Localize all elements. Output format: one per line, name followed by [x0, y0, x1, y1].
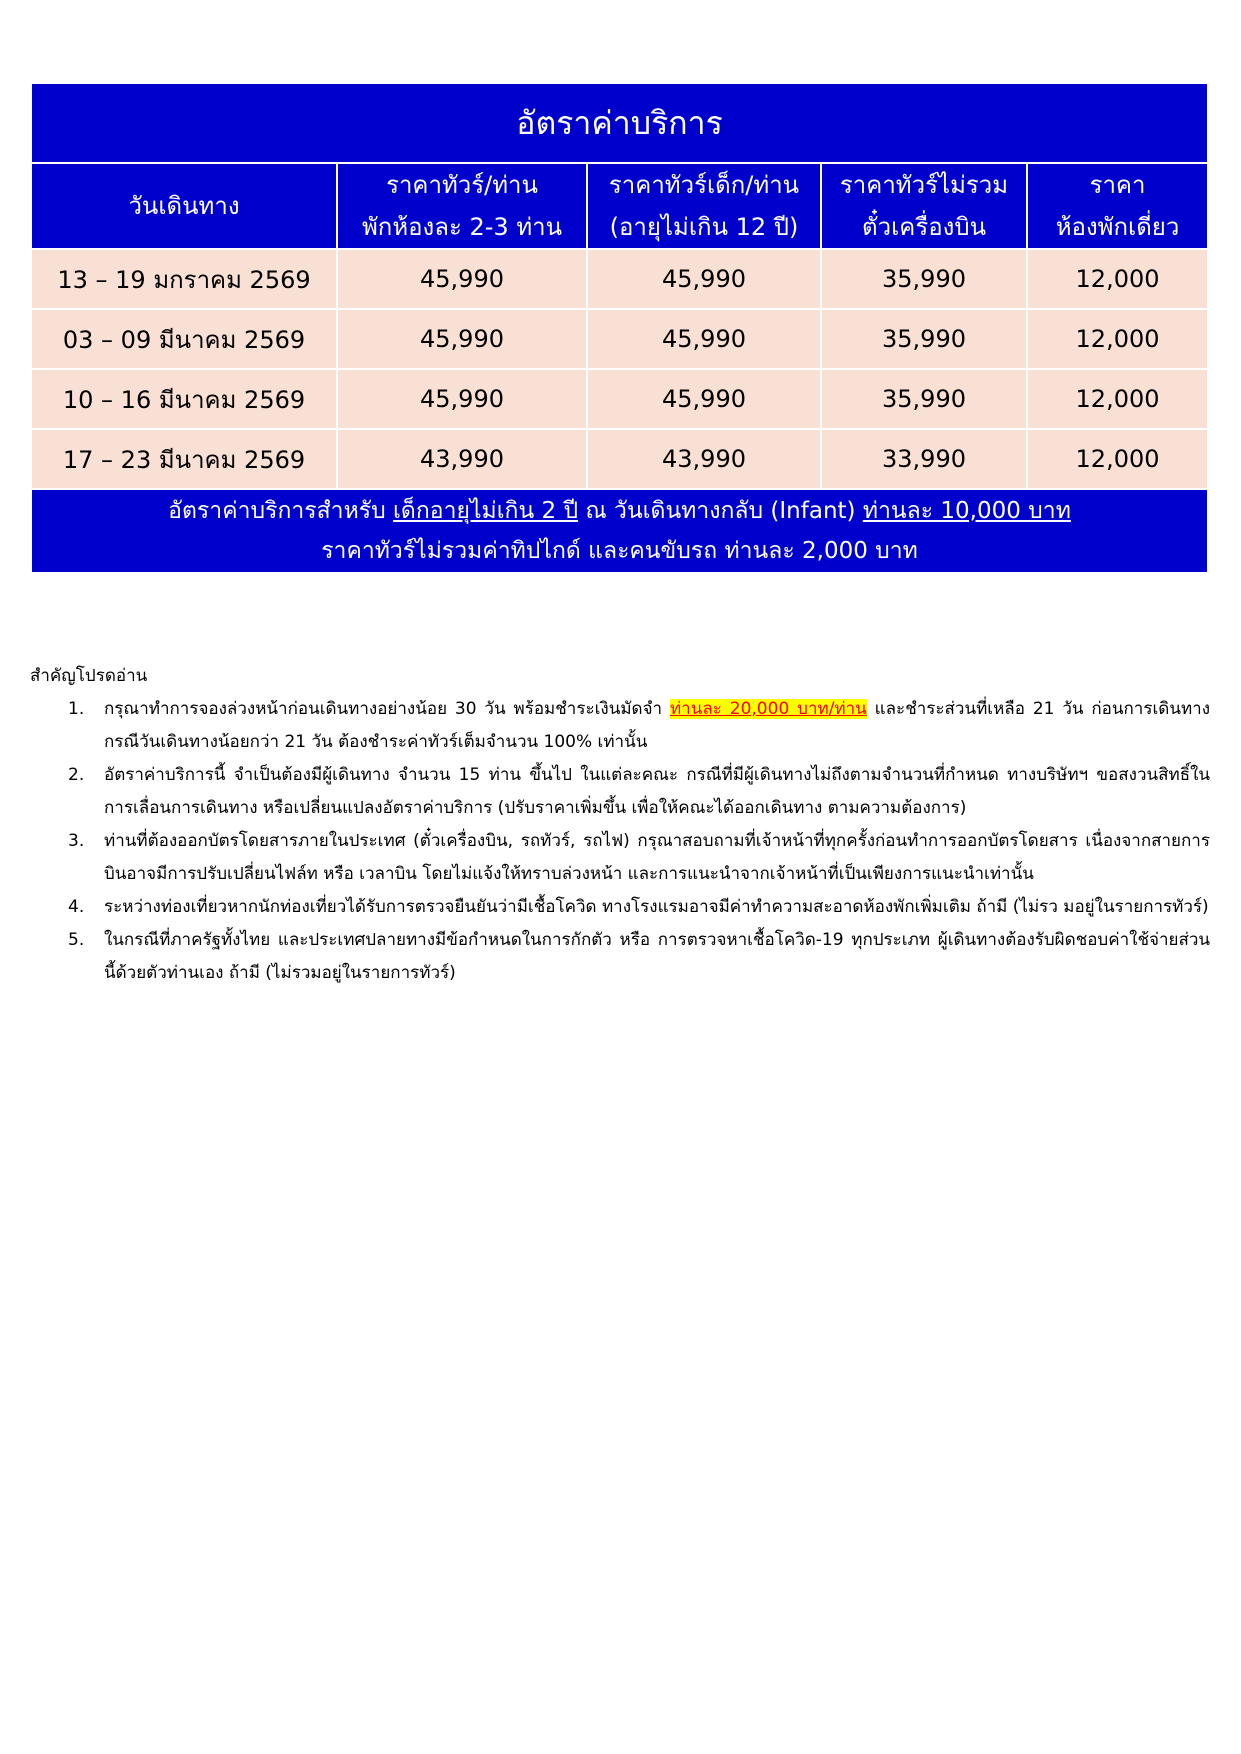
footer-note-line-2: ราคาทัวร์ไม่รวมค่าทิปไกด์ และคนขับรถ ท่านละ 2,000 บาท: [321, 538, 918, 564]
cell-single-room: 12,000: [1027, 309, 1208, 369]
list-item: 4. ระหว่างท่องเที่ยวหากนักท่องเที่ยวได้รับการตรวจยืนยันว่ามีเชื้อโควิด ทางโรงแรมอาจมีค่าทำความสะอาดห้องพักเพิ่มเติม ถ้ามี (ไม่รว มอยู่ในรายการทัวร์): [68, 897, 1209, 917]
footer-note-line-1: อัตราค่าบริการสำหรับ เด็กอายุไม่เกิน 2 ปี ณ วันเดินทางกลับ (Infant) ท่านละ 10,000 บาท: [168, 498, 1071, 524]
list-item: 5. ในกรณีที่ภาครัฐทั้งไทย และประเทศปลายทางมีข้อกำหนดในการกักตัว หรือ การตรวจหาเชื้อโควิด-19 ทุกประเภท ผู้เดินทางต้องรับผิดชอบค่าใช้จ่ายส่วนนี้ด้วยตัวท่านเอง ถ้ามี (ไม่รวมอยู่ในรายการทัวร์): [68, 930, 1210, 983]
table-row: [31, 429, 1208, 489]
cell-adult-price: 45,990: [337, 249, 587, 309]
header-single-room: ราคา ห้องพักเดี่ยว: [1027, 163, 1208, 249]
table-row: [31, 249, 1208, 309]
cell-no-ticket-price: 35,990: [821, 369, 1027, 429]
cell-date: 03 – 09 มีนาคม 2569: [31, 309, 337, 369]
notes-heading: สำคัญโปรดอ่าน: [30, 666, 148, 686]
cell-child-price: 43,990: [587, 429, 821, 489]
list-item: 3. ท่านที่ต้องออกบัตรโดยสารภายในประเทศ (ตั๋วเครื่องบิน, รถทัวร์, รถไฟ) กรุณาสอบถามที่เจ้าหน้าที่ทุกครั้งก่อนทำการออกบัตรโดยสาร เนื่องจากสายการบินอาจมีการปรับเปลี่ยนไฟล์ท หรือ เวลาบิน โดยไม่แจ้งให้ทราบล่วงหน้า และการแนะนำจากเจ้าหน้าที่เป็นเพียงการแนะนำเท่านั้น: [68, 831, 1210, 884]
cell-child-price: 45,990: [587, 369, 821, 429]
deposit-highlight: ท่านละ 20,000 บาท/ท่าน: [669, 699, 867, 719]
cell-no-ticket-price: 35,990: [821, 309, 1027, 369]
header-no-ticket-price: ราคาทัวร์ไม่รวม ตั๋วเครื่องบิน: [821, 163, 1027, 249]
table-header-row: [31, 163, 1208, 249]
header-adult-price: ราคาทัวร์/ท่าน พักห้องละ 2-3 ท่าน: [337, 163, 587, 249]
header-child-price: ราคาทัวร์เด็ก/ท่าน (อายุไม่เกิน 12 ปี): [587, 163, 821, 249]
cell-single-room: 12,000: [1027, 369, 1208, 429]
cell-adult-price: 43,990: [337, 429, 587, 489]
notes-list: [30, 693, 1210, 990]
cell-no-ticket-price: 35,990: [821, 249, 1027, 309]
cell-date: 13 – 19 มกราคม 2569: [31, 249, 337, 309]
list-item: 2. อัตราค่าบริการนี้ จำเป็นต้องมีผู้เดินทาง จำนวน 15 ท่าน ขึ้นไป ในแต่ละคณะ กรณีที่มีผู้เดินทางไม่ถึงตามจำนวนที่กำหนด ทางบริษัทฯ ขอสงวนสิทธิ์ในการเลื่อนการเดินทาง หรือเปลี่ยนแปลงอัตราค่าบริการ (ปรับราคาเพิ่มขึ้น เพื่อให้คณะได้ออกเดินทาง ตามความต้องการ): [68, 765, 1210, 818]
list-item: 1. กรุณาทำการจองล่วงหน้าก่อนเดินทางอย่างน้อย 30 วัน พร้อมชำระเงินมัดจำ ท่านละ 20,000 บาท/ท่าน และชำระส่วนที่เหลือ 21 วัน ก่อนการเดินทาง กรณีวันเดินทางน้อยกว่า 21 วัน ต้องชำระค่าทัวร์เต็มจำนวน 100% เท่านั้น: [68, 699, 1211, 752]
cell-single-room: 12,000: [1027, 429, 1208, 489]
cell-child-price: 45,990: [587, 249, 821, 309]
table-footer-note: [31, 489, 1208, 573]
table-row: [31, 369, 1208, 429]
cell-child-price: 45,990: [587, 309, 821, 369]
header-travel-date: วันเดินทาง: [31, 163, 337, 249]
cell-date: 10 – 16 มีนาคม 2569: [31, 369, 337, 429]
cell-no-ticket-price: 33,990: [821, 429, 1027, 489]
cell-adult-price: 45,990: [337, 369, 587, 429]
cell-adult-price: 45,990: [337, 309, 587, 369]
important-notes: [30, 660, 1210, 990]
table-row: [31, 309, 1208, 369]
table-title: อัตราค่าบริการ: [31, 83, 1208, 163]
cell-date: 17 – 23 มีนาคม 2569: [31, 429, 337, 489]
cell-single-room: 12,000: [1027, 249, 1208, 309]
rate-table: [30, 82, 1209, 574]
